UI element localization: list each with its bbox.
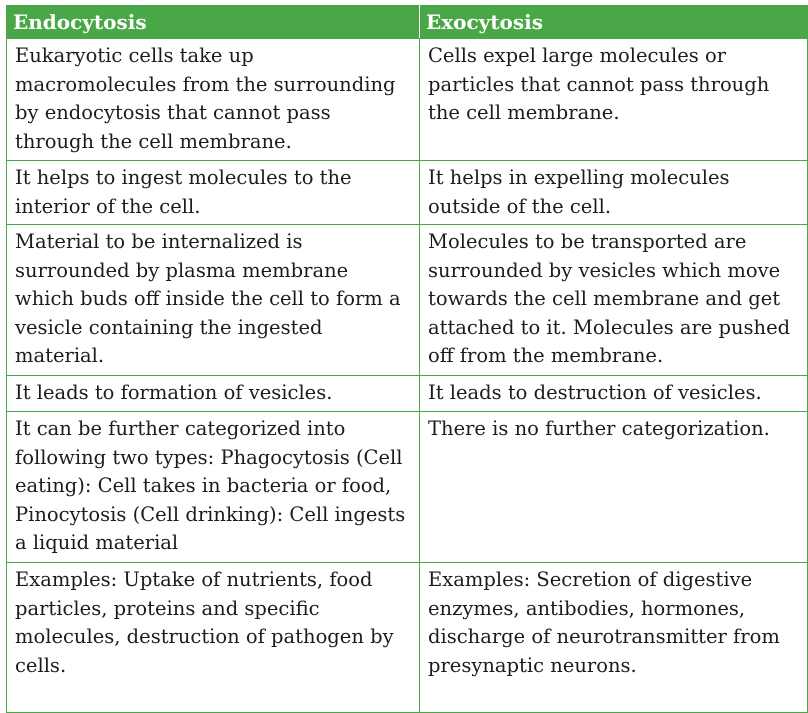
endocytosis-cell: Examples: Uptake of nutrients, food particles, proteins and specific molecules, destruction of pathogen by cells. bbox=[7, 563, 420, 713]
exocytosis-cell: There is no further categorization. bbox=[420, 412, 808, 563]
table-row bbox=[7, 225, 808, 376]
endocytosis-cell: It helps to ingest molecules to the interior of the cell. bbox=[7, 161, 420, 225]
endocytosis-cell: Eukaryotic cells take up macromolecules from the surrounding by endocytosis that cannot pass through the cell membrane. bbox=[7, 39, 420, 161]
table-row bbox=[7, 161, 808, 225]
exocytosis-cell: Examples: Secretion of digestive enzymes, antibodies, hormones, discharge of neurotransmitter from presynaptic neurons. bbox=[420, 563, 808, 713]
comparison-table bbox=[6, 5, 808, 713]
endocytosis-cell: Material to be internalized is surrounded by plasma membrane which buds off inside the cell to form a vesicle containing the ingested material. bbox=[7, 225, 420, 376]
exocytosis-cell: It leads to destruction of vesicles. bbox=[420, 376, 808, 412]
exocytosis-cell: It helps in expelling molecules outside of the cell. bbox=[420, 161, 808, 225]
header-row bbox=[7, 6, 808, 39]
endocytosis-cell: It can be further categorized into following two types: Phagocytosis (Cell eating): Cell takes in bacteria or food, Pinocytosis (Cell drinking): Cell ingests a liquid material bbox=[7, 412, 420, 563]
endocytosis-cell: It leads to formation of vesicles. bbox=[7, 376, 420, 412]
header-endocytosis: Endocytosis bbox=[7, 6, 420, 39]
table-row bbox=[7, 563, 808, 713]
table-row bbox=[7, 412, 808, 563]
table-row bbox=[7, 376, 808, 412]
table-row bbox=[7, 39, 808, 161]
exocytosis-cell: Cells expel large molecules or particles that cannot pass through the cell membrane. bbox=[420, 39, 808, 161]
header-exocytosis: Exocytosis bbox=[420, 6, 808, 39]
exocytosis-cell: Molecules to be transported are surrounded by vesicles which move towards the cell membrane and get attached to it. Molecules are pushed off from the membrane. bbox=[420, 225, 808, 376]
